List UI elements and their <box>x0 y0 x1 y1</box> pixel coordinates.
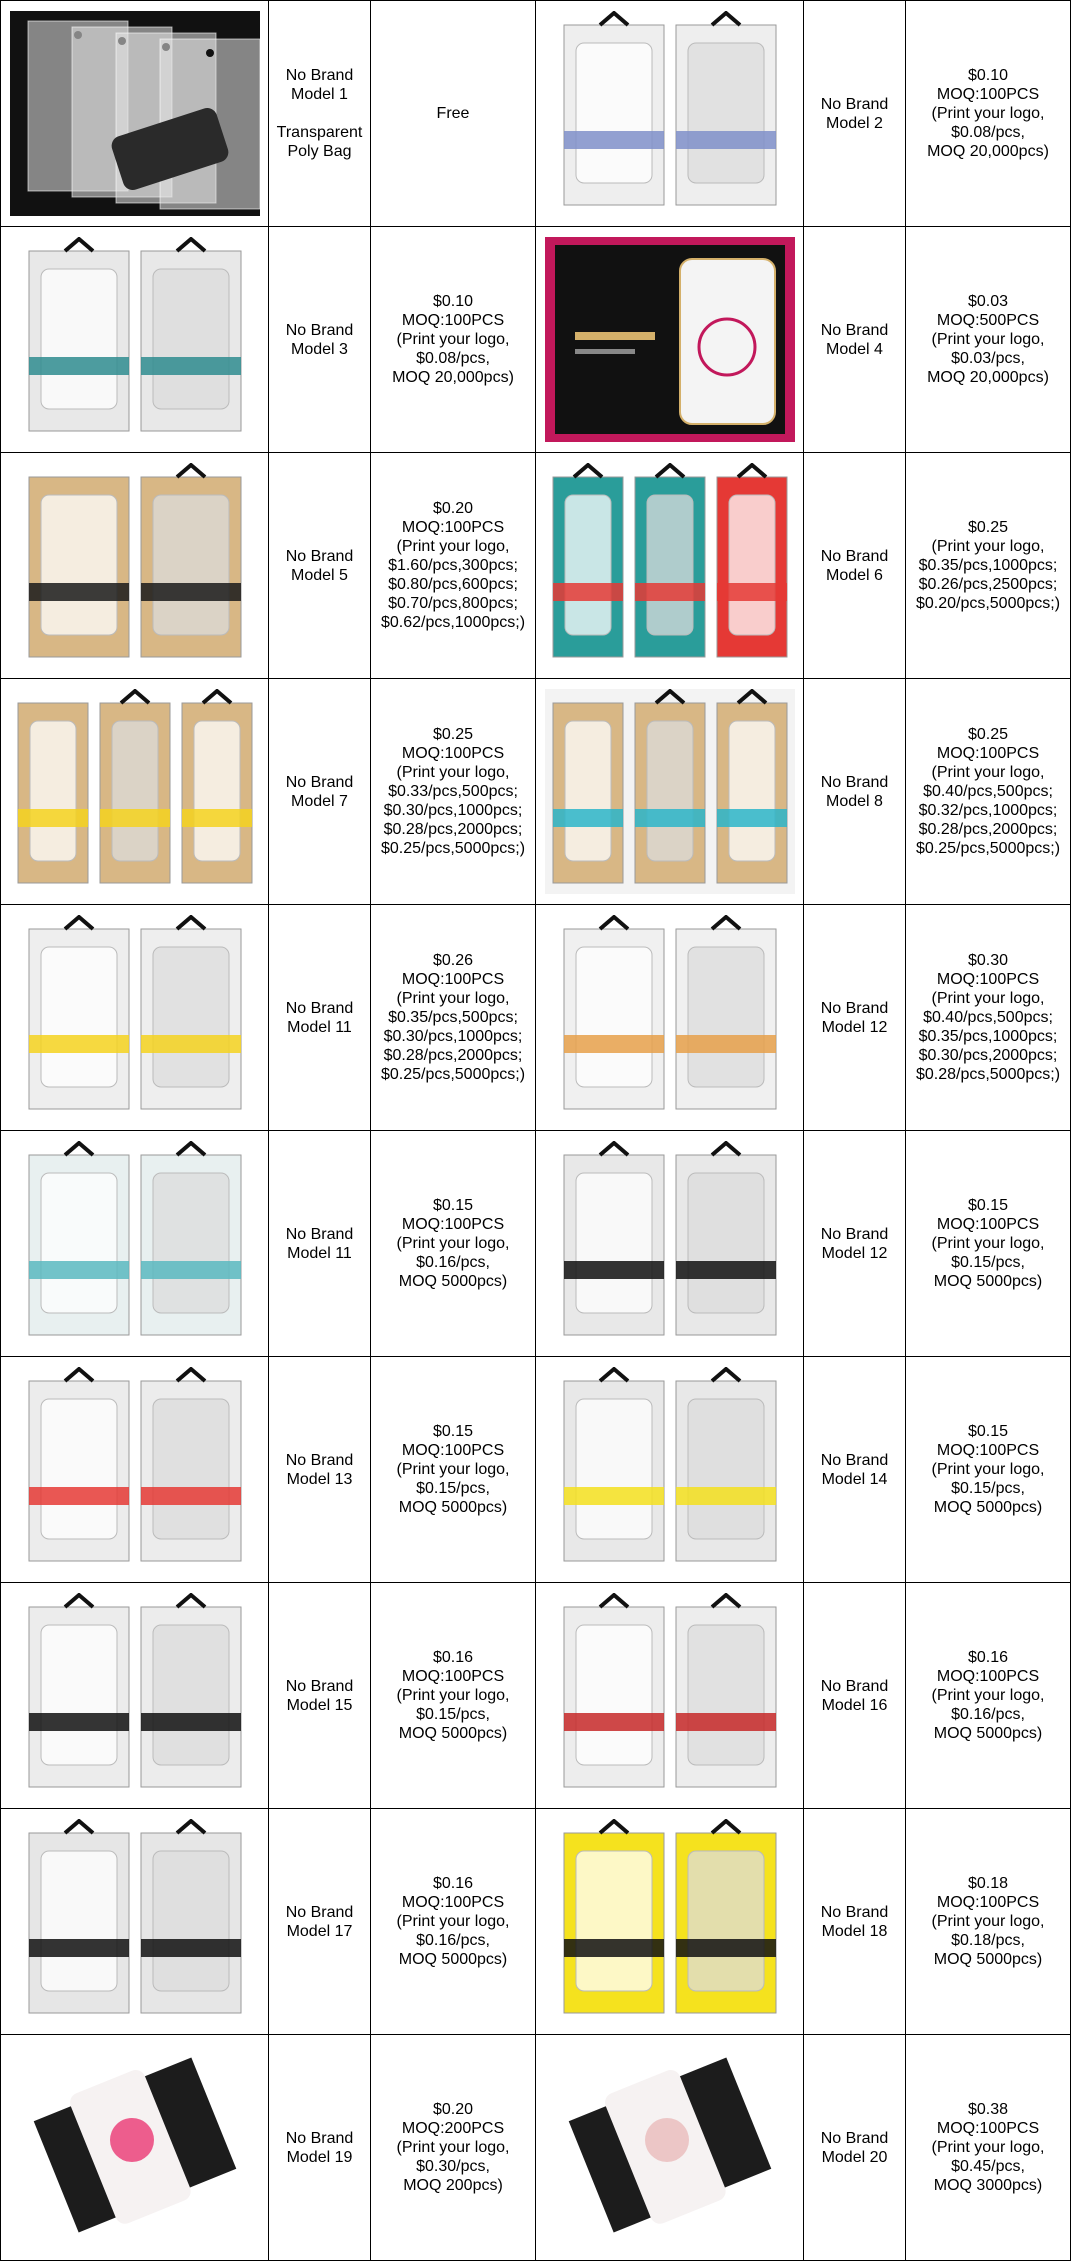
window-box-icon <box>545 463 795 668</box>
model-name: No Brand Model 1 Transparent Poly Bag <box>276 67 363 160</box>
price-text: $0.25 (Print your logo, $0.35/pcs,1000pcs; $0.26/pcs,2500pcs; $0.20/pcs,5000pcs;) <box>915 519 1061 612</box>
table-row <box>1 1357 1071 1583</box>
product-photo <box>536 1367 803 1572</box>
price-cell <box>371 1131 536 1357</box>
product-photo <box>536 1819 803 2024</box>
price-text: $0.38 MOQ:100PCS (Print your logo, $0.45/pcs, MOQ 3000pcs) <box>931 2101 1045 2194</box>
product-photo <box>1 1367 268 1572</box>
model-name: No Brand Model 5 <box>285 547 354 584</box>
product-image-cell <box>536 1 804 227</box>
clear-box-icon <box>545 1141 795 1346</box>
model-name: No Brand Model 6 <box>820 547 889 584</box>
blister-pack-icon <box>10 237 260 442</box>
price-text: $0.10 MOQ:100PCS (Print your logo, $0.08/pcs, MOQ 20,000pcs) <box>392 293 514 386</box>
product-photo <box>536 11 803 216</box>
product-image-cell <box>1 227 269 453</box>
clear-box-icon <box>10 1593 260 1798</box>
product-photo <box>1 689 268 894</box>
price-cell <box>906 227 1071 453</box>
price-text: $0.30 MOQ:100PCS (Print your logo, $0.40/pcs,500pcs; $0.35/pcs,1000pcs; $0.30/pcs,2000pcs; $0.28/pcs,5000pcs;) <box>915 952 1061 1083</box>
kraft-box-icon <box>10 463 260 668</box>
price-cell <box>906 1809 1071 2035</box>
price-cell <box>371 1583 536 1809</box>
price-text: $0.16 MOQ:100PCS (Print your logo, $0.16/pcs, MOQ 5000pcs) <box>931 1649 1045 1742</box>
model-name-cell <box>804 1357 906 1583</box>
zip-bag-icon <box>545 237 795 442</box>
price-text: $0.25 MOQ:100PCS (Print your logo, $0.40/pcs,500pcs; $0.32/pcs,1000pcs; $0.28/pcs,2000pcs; $0.25/pcs,5000pcs;) <box>915 726 1061 857</box>
model-name: No Brand Model 13 <box>285 1451 354 1488</box>
model-name-cell <box>269 905 371 1131</box>
table-row <box>1 227 1071 453</box>
price-text: $0.26 MOQ:100PCS (Print your logo, $0.35/pcs,500pcs; $0.30/pcs,1000pcs; $0.28/pcs,2000pcs; $0.25/pcs,5000pcs;) <box>380 952 526 1083</box>
product-photo <box>536 915 803 1120</box>
price-text: $0.25 MOQ:100PCS (Print your logo, $0.33/pcs,500pcs; $0.30/pcs,1000pcs; $0.28/pcs,2000pcs; $0.25/pcs,5000pcs;) <box>380 726 526 857</box>
model-name-cell <box>269 1809 371 2035</box>
price-cell <box>371 227 536 453</box>
product-photo <box>536 1593 803 1798</box>
model-name-cell <box>804 1583 906 1809</box>
product-photo <box>536 237 803 442</box>
price-text: $0.20 MOQ:200PCS (Print your logo, $0.30/pcs, MOQ 200pcs) <box>396 2101 510 2194</box>
price-cell <box>371 679 536 905</box>
model-name-cell <box>804 905 906 1131</box>
clear-box-icon <box>545 1593 795 1798</box>
price-text: $0.15 MOQ:100PCS (Print your logo, $0.16/pcs, MOQ 5000pcs) <box>396 1197 510 1290</box>
blister-pack-icon <box>545 11 795 216</box>
model-name-cell <box>269 1131 371 1357</box>
kraft-box-icon <box>10 689 260 894</box>
model-name-cell <box>269 2035 371 2261</box>
model-name-cell <box>269 1 371 227</box>
model-name-cell <box>804 227 906 453</box>
price-text: $0.15 MOQ:100PCS (Print your logo, $0.15/pcs, MOQ 5000pcs) <box>931 1197 1045 1290</box>
clear-box-icon <box>545 1819 795 2024</box>
price-cell <box>906 905 1071 1131</box>
model-name: No Brand Model 12 <box>820 1225 889 1262</box>
product-image-cell <box>1 1809 269 2035</box>
product-photo <box>1 11 268 216</box>
price-text: $0.10 MOQ:100PCS (Print your logo, $0.08/pcs, MOQ 20,000pcs) <box>927 67 1049 160</box>
model-name-cell <box>804 1 906 227</box>
table-row <box>1 1 1071 227</box>
clear-box-icon <box>10 1367 260 1572</box>
table-row <box>1 2035 1071 2261</box>
price-cell <box>371 453 536 679</box>
model-name-cell <box>269 679 371 905</box>
price-cell <box>906 453 1071 679</box>
table-row <box>1 1131 1071 1357</box>
blister-pack-icon <box>10 915 260 1120</box>
product-image-cell <box>536 1583 804 1809</box>
product-image-cell <box>536 453 804 679</box>
product-image-cell <box>1 1583 269 1809</box>
table-row <box>1 679 1071 905</box>
model-name-cell <box>269 1583 371 1809</box>
product-photo <box>1 1141 268 1346</box>
table-row <box>1 1583 1071 1809</box>
price-cell <box>371 1357 536 1583</box>
gift-box-icon <box>545 2045 795 2250</box>
clear-box-icon <box>10 1141 260 1346</box>
product-image-cell <box>1 453 269 679</box>
model-name-cell <box>269 1357 371 1583</box>
model-name: No Brand Model 8 <box>820 773 889 810</box>
product-image-cell <box>1 2035 269 2261</box>
blister-pack-icon <box>545 915 795 1120</box>
product-image-cell <box>1 905 269 1131</box>
price-cell <box>371 2035 536 2261</box>
model-name: No Brand Model 11 <box>285 1225 354 1262</box>
model-name-cell <box>804 1809 906 2035</box>
gift-box-icon <box>10 2045 260 2250</box>
product-photo <box>1 915 268 1120</box>
poly-bag-icon <box>10 11 260 216</box>
model-name: No Brand Model 2 <box>820 95 889 132</box>
model-name-cell <box>804 2035 906 2261</box>
product-photo <box>1 2045 268 2250</box>
price-text: $0.15 MOQ:100PCS (Print your logo, $0.15/pcs, MOQ 5000pcs) <box>931 1423 1045 1516</box>
product-photo <box>536 463 803 668</box>
product-image-cell <box>536 227 804 453</box>
price-cell <box>906 2035 1071 2261</box>
kraft-box-icon <box>545 689 795 894</box>
model-name: No Brand Model 7 <box>285 773 354 810</box>
price-cell <box>371 905 536 1131</box>
price-text: $0.16 MOQ:100PCS (Print your logo, $0.15/pcs, MOQ 5000pcs) <box>396 1649 510 1742</box>
product-image-cell <box>1 1 269 227</box>
price-cell <box>906 1583 1071 1809</box>
product-image-cell <box>536 1131 804 1357</box>
model-name: No Brand Model 16 <box>820 1677 889 1714</box>
product-photo <box>1 237 268 442</box>
price-cell <box>906 679 1071 905</box>
model-name: No Brand Model 20 <box>820 2129 889 2166</box>
model-name-cell <box>269 453 371 679</box>
clear-box-icon <box>545 1367 795 1572</box>
model-name: No Brand Model 4 <box>820 321 889 358</box>
product-image-cell <box>536 905 804 1131</box>
price-text: Free <box>436 105 470 122</box>
price-text: $0.18 MOQ:100PCS (Print your logo, $0.18/pcs, MOQ 5000pcs) <box>931 1875 1045 1968</box>
model-name-cell <box>804 679 906 905</box>
product-photo <box>536 689 803 894</box>
model-name: No Brand Model 12 <box>820 999 889 1036</box>
model-name: No Brand Model 15 <box>285 1677 354 1714</box>
model-name: No Brand Model 11 <box>285 999 354 1036</box>
price-cell <box>906 1357 1071 1583</box>
model-name: No Brand Model 3 <box>285 321 354 358</box>
price-text: $0.20 MOQ:100PCS (Print your logo, $1.60/pcs,300pcs; $0.80/pcs,600pcs; $0.70/pcs,800pcs; $0.62/pcs,1000pcs;) <box>380 500 526 631</box>
model-name-cell <box>804 453 906 679</box>
model-name: No Brand Model 17 <box>285 1903 354 1940</box>
product-image-cell <box>536 2035 804 2261</box>
product-photo <box>1 1593 268 1798</box>
price-cell <box>371 1 536 227</box>
model-name: No Brand Model 14 <box>820 1451 889 1488</box>
price-text: $0.15 MOQ:100PCS (Print your logo, $0.15/pcs, MOQ 5000pcs) <box>396 1423 510 1516</box>
price-cell <box>906 1131 1071 1357</box>
table-row <box>1 1809 1071 2035</box>
product-image-cell <box>536 1357 804 1583</box>
product-photo <box>1 1819 268 2024</box>
product-photo <box>536 1141 803 1346</box>
price-text: $0.16 MOQ:100PCS (Print your logo, $0.16/pcs, MOQ 5000pcs) <box>396 1875 510 1968</box>
product-image-cell <box>1 679 269 905</box>
clear-box-icon <box>10 1819 260 2024</box>
product-image-cell <box>1 1131 269 1357</box>
price-cell <box>371 1809 536 2035</box>
model-name: No Brand Model 18 <box>820 1903 889 1940</box>
price-cell <box>906 1 1071 227</box>
model-name-cell <box>804 1131 906 1357</box>
table-row <box>1 453 1071 679</box>
table-row <box>1 905 1071 1131</box>
product-photo <box>536 2045 803 2250</box>
product-photo <box>1 463 268 668</box>
model-name: No Brand Model 19 <box>285 2129 354 2166</box>
model-name-cell <box>269 227 371 453</box>
product-image-cell <box>536 1809 804 2035</box>
price-text: $0.03 MOQ:500PCS (Print your logo, $0.03/pcs, MOQ 20,000pcs) <box>927 293 1049 386</box>
product-image-cell <box>1 1357 269 1583</box>
product-image-cell <box>536 679 804 905</box>
